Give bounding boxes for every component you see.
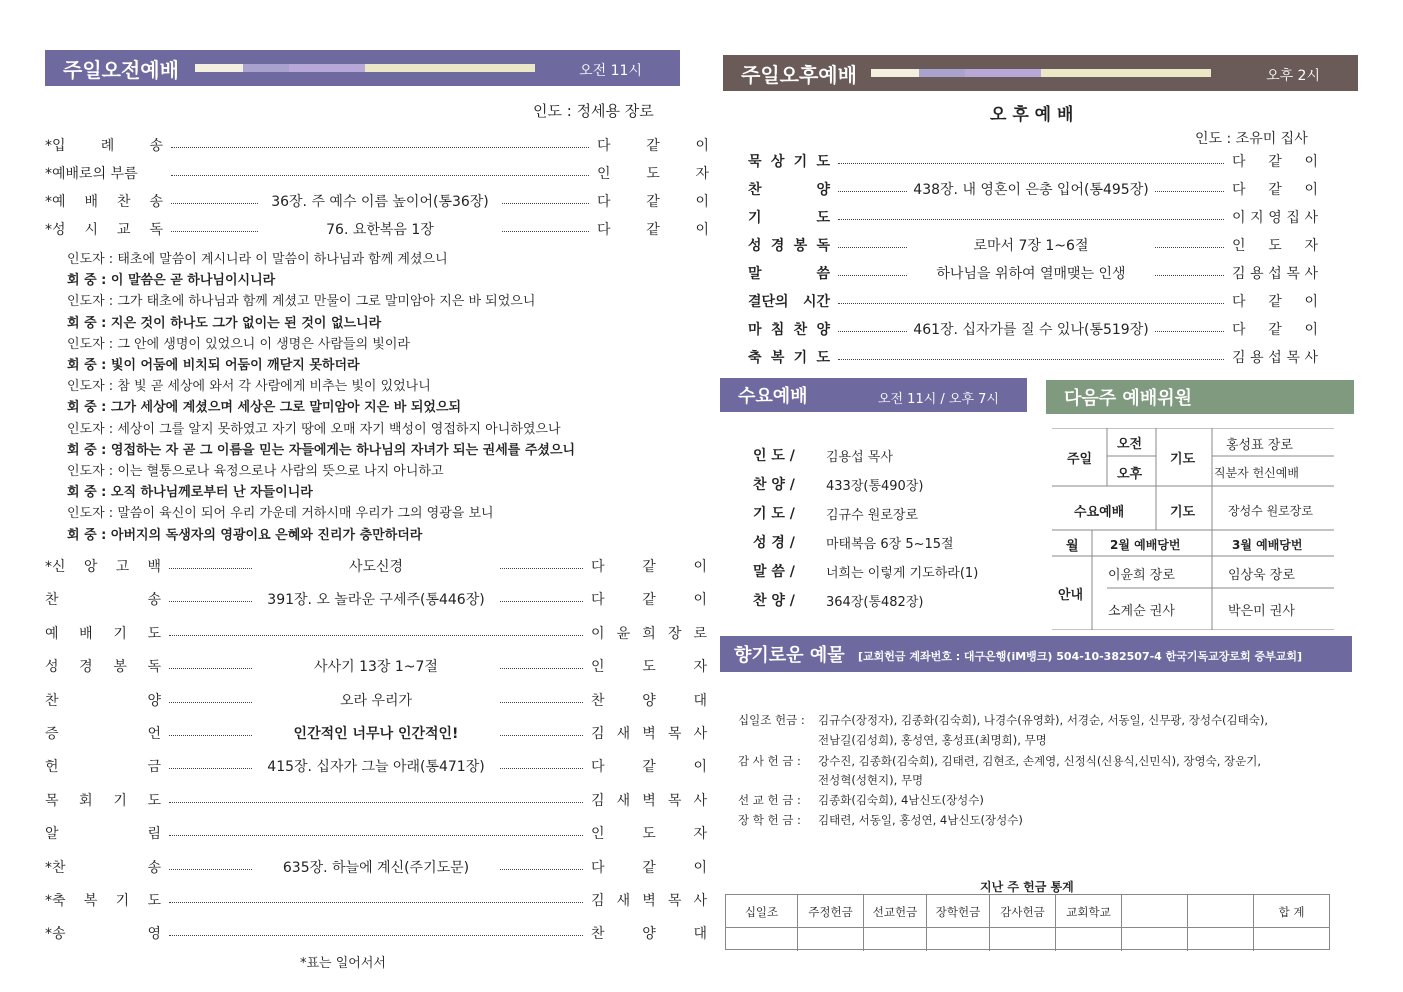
order-row <box>45 191 709 213</box>
dot-leader <box>500 668 583 669</box>
order-label: 묵 상 기 도 <box>748 154 830 170</box>
order-person: 김 새 벽 목 사 <box>591 792 707 809</box>
offering-title: 향기로운 예물 <box>734 645 845 666</box>
dot-leader <box>169 835 583 836</box>
order-row <box>45 890 707 912</box>
dot-leader <box>171 203 258 204</box>
order-person: 다 같 이 <box>591 759 707 776</box>
order-person: 찬 양 대 <box>591 692 707 709</box>
speaker: 인도자 : <box>67 252 118 267</box>
order-detail: 사도신경 <box>348 559 404 575</box>
order-label: 성 경 봉 독 <box>748 238 830 254</box>
standing-footnote: *표는 일어서서 <box>300 956 386 971</box>
committee-sunday: 주일 <box>1067 452 1093 467</box>
order-label: *예배로의 부름 <box>45 166 138 182</box>
order-detail: 76. 요한복음 1장 <box>326 222 434 238</box>
order-row <box>748 207 1320 229</box>
afternoon-service-time: 오후 2시 <box>1266 68 1320 84</box>
afternoon-subtitle: 오 후 예 배 <box>990 105 1074 125</box>
responsive-line <box>67 524 422 543</box>
speaker: 인도자 : <box>67 294 118 310</box>
speaker: 회 중 : <box>67 358 111 373</box>
dot-leader <box>838 219 1224 220</box>
order-row <box>748 151 1320 173</box>
dot-leader <box>169 635 583 636</box>
wednesday-label: 말 씀 / <box>753 564 795 580</box>
dot-leader <box>169 935 583 936</box>
dot-leader <box>500 568 583 569</box>
dot-leader <box>1155 191 1224 192</box>
morning-service-banner <box>45 50 680 86</box>
morning-service-time: 오전 11시 <box>579 63 642 79</box>
order-person: 다 같 이 <box>591 559 707 575</box>
responsive-line <box>67 375 431 394</box>
dot-leader <box>500 869 583 870</box>
order-row <box>748 179 1320 201</box>
reading-text: 이는 혈통으로나 육정으로나 사람의 뜻으로 나지 아니하고 <box>117 464 444 479</box>
order-label: *송 영 <box>45 926 161 943</box>
dot-leader <box>838 163 1224 164</box>
order-row <box>45 556 707 578</box>
stats-header-cell: 선교헌금 <box>864 895 927 951</box>
order-label: 결단의 시간 <box>748 294 830 310</box>
reading-text: 빛이 어둠에 비치되 어둠이 깨닫지 못하더라 <box>110 358 360 373</box>
order-row <box>748 291 1320 313</box>
order-row <box>45 589 707 611</box>
committee-wed: 수요예배 <box>1074 505 1125 520</box>
reading-text: 이 말씀은 곧 하나님이시니라 <box>110 273 276 289</box>
speaker: 회 중 : <box>67 273 111 289</box>
wednesday-value: 김용섭 목사 <box>826 450 893 465</box>
responsive-line <box>67 269 275 288</box>
stats-header-cell: 주정헌금 <box>798 895 864 951</box>
responsive-line <box>67 502 494 521</box>
committee-am: 오전 <box>1117 437 1143 452</box>
speaker: 회 중 : <box>67 400 111 416</box>
reading-text: 태초에 말씀이 계시니라 이 말씀이 하나님과 함께 계셨으니 <box>117 252 448 267</box>
dot-leader <box>500 735 583 736</box>
offering-line <box>738 712 1268 728</box>
dot-leader <box>169 668 252 669</box>
order-person: 김 새 벽 목 사 <box>591 726 707 742</box>
order-label: 헌 금 <box>45 759 161 776</box>
committee-mar: 3월 예배당번 <box>1232 538 1303 552</box>
order-label: *찬 송 <box>45 859 161 876</box>
committee-table <box>1052 428 1334 630</box>
dot-leader <box>169 802 583 803</box>
offering-banner <box>720 636 1352 672</box>
order-person: 인 도 자 <box>1232 238 1318 254</box>
wednesday-value: 364장(통482장) <box>826 595 924 610</box>
order-row <box>45 923 707 945</box>
order-row <box>45 163 709 185</box>
order-detail: 하나님을 위하여 열매맺는 인생 <box>936 266 1126 282</box>
dot-leader <box>169 702 252 703</box>
stats-header-cell: 합 계 <box>1278 905 1305 919</box>
dot-leader <box>169 568 252 569</box>
order-person: 다 같 이 <box>597 222 709 238</box>
order-label: 축 복 기 도 <box>748 350 830 366</box>
stats-header-cell: 장학헌금 <box>927 895 990 951</box>
speaker: 회 중 : <box>67 527 111 543</box>
offering-names: 김태련, 서동일, 홍성연, 4남신도(장성수) <box>818 813 1023 827</box>
stats-header-cell <box>1188 895 1254 951</box>
reading-text: 오직 하나님께로부터 난 자들이니라 <box>110 485 313 501</box>
responsive-line <box>67 290 535 309</box>
order-row <box>45 656 707 678</box>
order-row <box>45 756 707 778</box>
committee-pm: 오후 <box>1117 467 1143 482</box>
committee-mar-2: 박은미 권사 <box>1228 604 1295 619</box>
dot-leader <box>169 768 252 769</box>
order-person: 다 같 이 <box>1232 294 1318 310</box>
order-person: 다 같 이 <box>1232 182 1318 198</box>
stats-header-cell: 교회학교 <box>1056 895 1122 951</box>
committee-banner <box>1046 380 1354 414</box>
committee-wed-prayer: 기도 <box>1170 505 1196 520</box>
dot-leader <box>1155 275 1224 276</box>
wednesday-value: 433장(통490장) <box>826 479 924 494</box>
speaker: 인도자 : <box>67 464 118 479</box>
offering-line <box>738 732 1047 748</box>
dot-leader <box>838 247 907 248</box>
committee-month: 월 <box>1066 539 1079 554</box>
wednesday-title: 수요예배 <box>738 386 808 407</box>
order-label: 성 경 봉 독 <box>45 659 161 676</box>
dot-leader <box>500 601 583 602</box>
order-row <box>45 790 707 812</box>
order-label: 증 언 <box>45 726 161 742</box>
order-person: 김 용 섭 목 사 <box>1232 266 1318 282</box>
order-label: *성 시 교 독 <box>45 222 163 238</box>
committee-guide: 안내 <box>1058 588 1084 603</box>
order-person: 인 도 자 <box>597 166 709 182</box>
dot-leader <box>171 175 589 176</box>
stats-header-cell <box>1122 895 1188 951</box>
responsive-line <box>67 354 360 373</box>
dot-leader <box>502 231 589 232</box>
reading-text: 영접하는 자 곧 그 이름을 믿는 자들에게는 하나님의 자녀가 되는 권세를 주셨으니 <box>110 442 576 458</box>
offering-label: 선 교 헌 금 : <box>738 793 801 807</box>
wednesday-banner <box>720 378 1027 412</box>
offering-line <box>738 753 1261 769</box>
order-label: 찬 양 <box>748 182 830 198</box>
order-label: *축 복 기 도 <box>45 893 161 909</box>
speaker: 회 중 : <box>67 315 111 331</box>
order-detail: 391장. 오 놀라운 구세주(통446장) <box>267 592 485 609</box>
dot-leader <box>500 768 583 769</box>
offering-account: [교회헌금 계좌번호 : 대구은행(iM뱅크) 504-10-382507-4 한국기독교장로회 중부교회] <box>858 650 1303 663</box>
offering-names: 김규수(장정자), 김종화(김숙희), 나경수(유영화), 서경순, 서동일, 신무광, 장성수(김태숙), <box>818 713 1269 727</box>
order-detail: 사사기 13장 1~7절 <box>314 659 438 676</box>
order-label: 마 침 찬 양 <box>748 322 830 338</box>
order-detail: 36장. 주 예수 이름 높이어(통36장) <box>271 194 489 210</box>
order-person: 다 같 이 <box>1232 154 1318 170</box>
dot-leader <box>838 191 907 192</box>
order-person: 다 같 이 <box>1232 322 1318 338</box>
order-person: 다 같 이 <box>597 138 709 154</box>
order-person: 이 윤 희 장 로 <box>591 625 707 642</box>
dot-leader <box>500 702 583 703</box>
order-person: 김 용 섭 목 사 <box>1232 350 1318 366</box>
offering-stats-table <box>725 894 1330 950</box>
committee-mar-1: 임상욱 장로 <box>1228 568 1295 583</box>
order-row <box>45 723 707 745</box>
responsive-line <box>67 312 381 331</box>
speaker: 인도자 : <box>67 421 118 437</box>
wednesday-label: 찬 양 / <box>753 477 795 493</box>
order-label: *신 앙 고 백 <box>45 559 161 575</box>
stats-header-cell: 감사헌금 <box>990 895 1056 951</box>
responsive-line <box>67 460 444 479</box>
dot-leader <box>838 303 1224 304</box>
order-row <box>45 219 709 241</box>
order-detail: 로마서 7장 1~6절 <box>973 238 1089 254</box>
committee-am-person: 홍성표 장로 <box>1226 438 1293 453</box>
dot-leader <box>838 275 907 276</box>
order-label: 찬 양 <box>45 692 161 709</box>
responsive-line <box>67 439 575 458</box>
order-label: 예 배 기 도 <box>45 625 161 642</box>
order-detail: 인간적인 너무나 인간적인! <box>293 726 459 742</box>
order-row <box>45 690 707 712</box>
responsive-line <box>67 418 561 437</box>
order-label: *입 례 송 <box>45 138 163 154</box>
order-person: 인 도 자 <box>591 659 707 676</box>
order-detail: 461장. 십자가를 질 수 있나(통519장) <box>913 322 1149 338</box>
order-label: 찬 송 <box>45 592 161 609</box>
afternoon-leader: 인도 : 조유미 집사 <box>1195 131 1308 147</box>
speaker: 회 중 : <box>67 485 111 501</box>
order-detail: 635장. 하늘에 계신(주기도문) <box>282 859 470 876</box>
banner-decoration <box>871 69 1211 77</box>
dot-leader <box>169 601 252 602</box>
committee-feb: 2월 예배당번 <box>1110 538 1181 552</box>
speaker: 인도자 : <box>67 379 118 395</box>
speaker: 인도자 : <box>67 506 118 522</box>
responsive-line <box>67 333 410 352</box>
order-label: 목 회 기 도 <box>45 792 161 809</box>
dot-leader <box>1155 247 1224 248</box>
reading-text: 세상이 그를 알지 못하였고 자기 땅에 오매 자기 백성이 영접하지 아니하였으나 <box>117 421 561 437</box>
committee-prayer: 기도 <box>1170 452 1196 467</box>
committee-wed-person: 장성수 원로장로 <box>1228 504 1313 518</box>
speaker: 인도자 : <box>67 336 118 352</box>
wednesday-value: 마태복음 6장 5~15절 <box>826 537 954 552</box>
order-label: 알 림 <box>45 826 161 843</box>
speaker: 회 중 : <box>67 442 111 458</box>
order-row <box>748 347 1320 369</box>
dot-leader <box>171 147 589 148</box>
dot-leader <box>169 735 252 736</box>
wednesday-value: 김규수 원로장로 <box>826 508 919 523</box>
offering-names: 전남길(김성희), 홍성연, 홍성표(최명희), 무명 <box>818 733 1047 747</box>
order-row <box>748 235 1320 257</box>
offering-label: 십일조 헌금 : <box>738 713 805 727</box>
responsive-line <box>67 396 461 415</box>
responsive-line <box>67 248 448 267</box>
wednesday-label: 인 도 / <box>753 448 795 464</box>
offering-names: 강수진, 김종화(김숙희), 김태련, 김현조, 손계영, 신정식(신용식,신민식), 장영숙, 장운기, <box>818 754 1262 768</box>
offering-names: 전성혁(성현지), 무명 <box>818 773 924 787</box>
order-row <box>45 857 707 879</box>
order-row <box>45 623 707 645</box>
offering-line <box>738 812 1023 828</box>
offering-line <box>738 772 923 788</box>
order-row <box>748 263 1320 285</box>
order-label: 기 도 <box>748 210 830 226</box>
offering-names: 김종화(김숙희), 4남신도(장성수) <box>818 793 984 807</box>
order-person: 인 도 자 <box>591 826 707 843</box>
morning-leader: 인도 : 정세용 장로 <box>533 102 654 120</box>
order-person: 다 같 이 <box>591 859 707 876</box>
order-person: 다 같 이 <box>597 194 709 210</box>
offering-stats-title: 지난 주 헌금 통계 <box>980 880 1074 894</box>
order-row <box>45 823 707 845</box>
banner-decoration <box>195 64 535 72</box>
offering-line <box>738 792 984 808</box>
committee-feb-1: 이윤희 장로 <box>1108 568 1175 583</box>
reading-text: 그 안에 생명이 있었으니 이 생명은 사람들의 빛이라 <box>117 336 410 352</box>
order-row <box>748 319 1320 341</box>
dot-leader <box>838 359 1224 360</box>
offering-label: 장 학 헌 금 : <box>738 813 801 827</box>
wednesday-label: 기 도 / <box>753 506 795 522</box>
order-person: 찬 양 대 <box>591 926 707 943</box>
reading-text: 그가 태초에 하나님과 함께 계셨고 만물이 그로 말미암아 지은 바 되었으니 <box>117 294 536 310</box>
afternoon-service-banner <box>723 55 1358 91</box>
committee-feb-2: 소계순 권사 <box>1108 604 1175 619</box>
order-label: 말 씀 <box>748 266 830 282</box>
dot-leader <box>171 231 258 232</box>
offering-label: 감 사 헌 금 : <box>738 754 801 768</box>
reading-text: 그가 세상에 계셨으며 세상은 그로 말미암아 지은 바 되었으되 <box>110 400 462 416</box>
committee-pm-person: 직분자 헌신예배 <box>1214 466 1299 480</box>
order-label: *예 배 찬 송 <box>45 194 163 210</box>
order-person: 다 같 이 <box>591 592 707 609</box>
morning-service-title: 주일오전예배 <box>63 57 179 82</box>
dot-leader <box>502 203 589 204</box>
order-person: 이 지 영 집 사 <box>1232 210 1318 226</box>
responsive-line <box>67 481 313 500</box>
dot-leader <box>838 331 907 332</box>
reading-text: 아버지의 독생자의 영광이요 은혜와 진리가 충만하더라 <box>110 527 423 543</box>
stats-header-cell: 십일조 <box>726 895 798 951</box>
dot-leader <box>169 902 583 903</box>
wednesday-time: 오전 11시 / 오후 7시 <box>877 392 999 407</box>
afternoon-service-title: 주일오후예배 <box>741 62 857 87</box>
reading-text: 참 빛 곧 세상에 와서 각 사람에게 비추는 빛이 있었나니 <box>117 379 431 395</box>
order-detail: 오라 우리가 <box>339 692 413 709</box>
order-person: 김 새 벽 목 사 <box>591 893 707 909</box>
wednesday-label: 성 경 / <box>753 535 795 551</box>
committee-title: 다음주 예배위원 <box>1064 388 1192 409</box>
reading-text: 지은 것이 하나도 그가 없이는 된 것이 없느니라 <box>110 315 382 331</box>
order-detail: 438장. 내 영혼이 은총 입어(통495장) <box>913 182 1149 198</box>
order-detail: 415장. 십자가 그늘 아래(통471장) <box>267 759 485 776</box>
wednesday-label: 찬 양 / <box>753 593 795 609</box>
reading-text: 말씀이 육신이 되어 우리 가운데 거하시매 우리가 그의 영광을 보니 <box>117 506 494 522</box>
dot-leader <box>169 869 252 870</box>
wednesday-value: 너희는 이렇게 기도하라(1) <box>826 566 979 581</box>
order-row <box>45 135 709 157</box>
dot-leader <box>1155 331 1224 332</box>
